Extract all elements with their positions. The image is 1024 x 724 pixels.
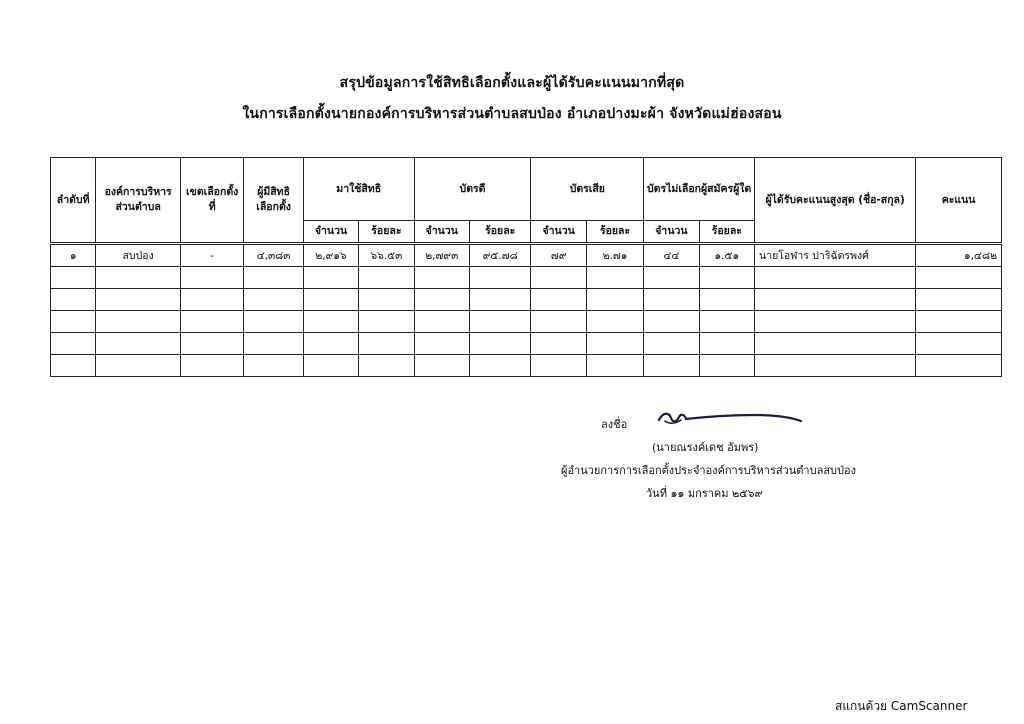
empty-cell — [303, 355, 358, 377]
cell-district: - — [180, 244, 243, 267]
header-good-ballots: บัตรดี — [414, 158, 531, 221]
empty-cell — [755, 267, 916, 289]
empty-cell — [359, 311, 414, 333]
empty-cell — [96, 355, 181, 377]
empty-cell — [586, 267, 643, 289]
empty-cell — [303, 267, 358, 289]
cell-order: ๑ — [51, 244, 96, 267]
empty-cell — [531, 289, 586, 311]
empty-cell — [916, 267, 1002, 289]
empty-cell — [51, 311, 96, 333]
cell-turnout-count: ๒,๙๑๖ — [303, 244, 358, 267]
empty-cell — [755, 311, 916, 333]
header-winner: ผู้ได้รับคะแนนสูงสุด (ชื่อ-สกุล) — [755, 158, 916, 244]
subheader-percent: ร้อยละ — [359, 221, 414, 244]
empty-cell — [96, 267, 181, 289]
cell-novote-percent: ๑.๕๑ — [699, 244, 754, 267]
empty-cell — [180, 355, 243, 377]
empty-cell — [755, 333, 916, 355]
header-bad-ballots: บัตรเสีย — [531, 158, 644, 221]
empty-cell — [699, 311, 754, 333]
header-order: ลำดับที่ — [51, 158, 96, 244]
scanner-watermark: สแกนด้วย CamScanner — [835, 699, 968, 713]
empty-cell — [699, 289, 754, 311]
table-row-empty — [51, 311, 1002, 333]
empty-cell — [359, 267, 414, 289]
empty-cell — [180, 333, 243, 355]
empty-cell — [531, 355, 586, 377]
cell-turnout-percent: ๖๖.๕๓ — [359, 244, 414, 267]
document-title: สรุปข้อมูลการใช้สิทธิเลือกตั้งและผู้ได้รับคะแนนมากที่สุด — [339, 75, 685, 91]
table-row — [51, 244, 1002, 267]
subheader-count: จำนวน — [303, 221, 358, 244]
empty-cell — [244, 311, 303, 333]
cell-good-count: ๒,๗๙๓ — [414, 244, 469, 267]
empty-cell — [755, 289, 916, 311]
empty-cell — [644, 289, 699, 311]
empty-cell — [586, 311, 643, 333]
empty-cell — [244, 267, 303, 289]
table-row-empty — [51, 289, 1002, 311]
empty-cell — [303, 289, 358, 311]
empty-cell — [469, 333, 530, 355]
cell-org: สบป่อง — [96, 244, 181, 267]
empty-cell — [469, 311, 530, 333]
cell-eligible: ๔,๓๘๓ — [244, 244, 303, 267]
empty-cell — [469, 355, 530, 377]
signer-name: (นายณรงค์เดช อัมพร) — [652, 441, 759, 454]
empty-cell — [469, 267, 530, 289]
empty-cell — [644, 311, 699, 333]
empty-cell — [531, 311, 586, 333]
empty-cell — [303, 311, 358, 333]
cell-bad-count: ๗๙ — [531, 244, 586, 267]
empty-cell — [531, 267, 586, 289]
header-org: องค์การบริหารส่วนตำบล — [96, 158, 181, 244]
empty-cell — [916, 289, 1002, 311]
header-eligible: ผู้มีสิทธิเลือกตั้ง — [244, 158, 303, 244]
cell-score: ๑,๔๘๒ — [916, 244, 1002, 267]
empty-cell — [469, 289, 530, 311]
empty-cell — [51, 289, 96, 311]
subheader-count: จำนวน — [644, 221, 699, 244]
empty-cell — [96, 333, 181, 355]
empty-cell — [180, 289, 243, 311]
table-row-empty — [51, 355, 1002, 377]
signature-date: วันที่ ๑๑ มกราคม ๒๕๖๙ — [646, 487, 763, 500]
empty-cell — [244, 333, 303, 355]
empty-cell — [644, 333, 699, 355]
empty-cell — [916, 355, 1002, 377]
empty-cell — [699, 333, 754, 355]
empty-cell — [586, 333, 643, 355]
cell-winner: นายโอฬาร ปาริฉัตรพงศ์ — [755, 244, 916, 267]
empty-cell — [414, 355, 469, 377]
empty-cell — [51, 355, 96, 377]
signer-role: ผู้อำนวยการการเลือกตั้งประจำองค์การบริหารส่วนตำบลสบป่อง — [561, 464, 856, 477]
empty-cell — [586, 289, 643, 311]
empty-cell — [303, 333, 358, 355]
empty-cell — [359, 355, 414, 377]
empty-cell — [644, 267, 699, 289]
empty-cell — [644, 355, 699, 377]
empty-cell — [244, 355, 303, 377]
empty-cell — [699, 355, 754, 377]
handwritten-signature — [655, 406, 805, 430]
cell-novote-count: ๔๔ — [644, 244, 699, 267]
empty-cell — [414, 311, 469, 333]
empty-cell — [531, 333, 586, 355]
header-no-vote: บัตรไม่เลือกผู้สมัครผู้ใด — [644, 158, 755, 221]
table-row-empty — [51, 333, 1002, 355]
signature-label: ลงชื่อ — [601, 418, 628, 431]
empty-cell — [359, 333, 414, 355]
results-table — [50, 157, 1002, 377]
header-district: เขตเลือกตั้งที่ — [180, 158, 243, 244]
subheader-percent: ร้อยละ — [586, 221, 643, 244]
header-turnout: มาใช้สิทธิ — [303, 158, 414, 221]
subheader-count: จำนวน — [531, 221, 586, 244]
empty-cell — [414, 289, 469, 311]
table-row-empty — [51, 267, 1002, 289]
empty-cell — [755, 355, 916, 377]
empty-cell — [414, 333, 469, 355]
subheader-percent: ร้อยละ — [699, 221, 754, 244]
cell-bad-percent: ๒.๗๑ — [586, 244, 643, 267]
empty-cell — [359, 289, 414, 311]
empty-cell — [51, 267, 96, 289]
document-subtitle: ในการเลือกตั้งนายกองค์การบริหารส่วนตำบลสบป่อง อำเภอปางมะผ้า จังหวัดแม่ฮ่องสอน — [242, 106, 782, 122]
empty-cell — [699, 267, 754, 289]
header-score: คะแนน — [916, 158, 1002, 244]
empty-cell — [96, 311, 181, 333]
empty-cell — [180, 267, 243, 289]
empty-cell — [51, 333, 96, 355]
empty-cell — [916, 333, 1002, 355]
subheader-percent: ร้อยละ — [469, 221, 530, 244]
empty-cell — [916, 311, 1002, 333]
empty-cell — [244, 289, 303, 311]
empty-cell — [180, 311, 243, 333]
empty-cell — [96, 289, 181, 311]
subheader-count: จำนวน — [414, 221, 469, 244]
empty-cell — [586, 355, 643, 377]
empty-cell — [414, 267, 469, 289]
cell-good-percent: ๙๕.๗๘ — [469, 244, 530, 267]
